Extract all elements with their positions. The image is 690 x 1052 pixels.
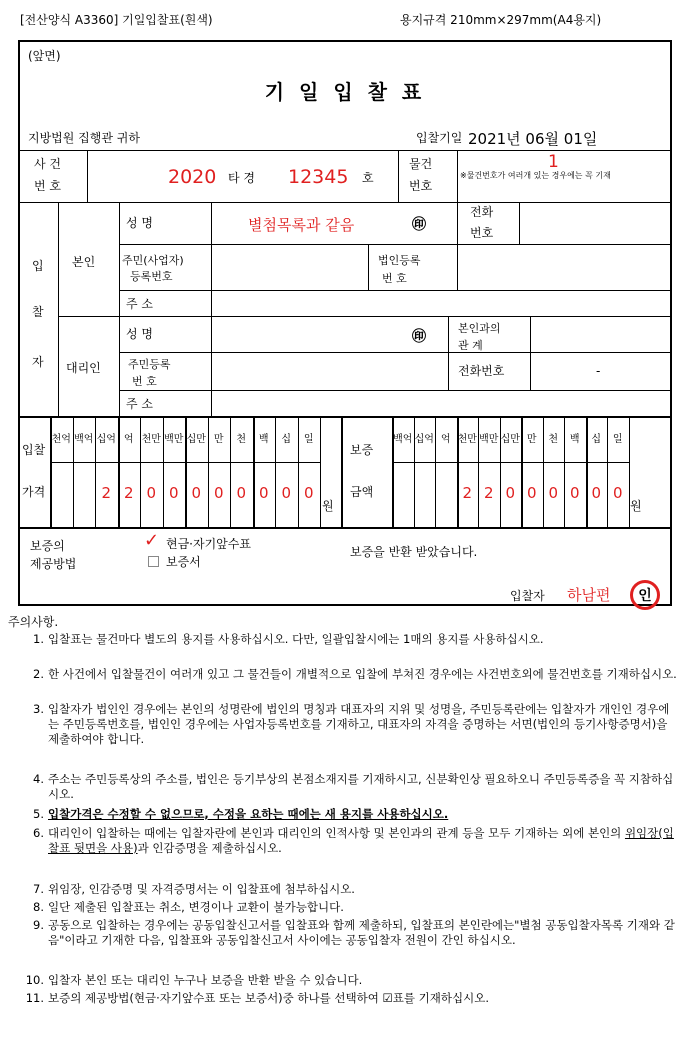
case-suffix: 호 xyxy=(362,171,374,185)
note-number: 8. xyxy=(33,900,44,914)
divider xyxy=(368,244,369,290)
divider xyxy=(457,244,458,290)
note-number: 5. xyxy=(33,807,44,821)
unit-label: 천억 xyxy=(51,433,71,445)
deposit-method-label: 제공방법 xyxy=(30,557,77,571)
note-text-underlined: 위임장(입찰표 뒷면을 사용) xyxy=(48,826,674,855)
unit-label: 천만 xyxy=(457,433,477,445)
note-text: 입찰자 본인 또는 대리인 누구나 보증을 반환 받을 수 있습니다. xyxy=(48,973,363,987)
divider xyxy=(87,150,88,202)
bid-price-label: 입찰 xyxy=(22,443,46,457)
price-digit: 2 xyxy=(462,484,473,502)
divider xyxy=(519,202,520,244)
note-item xyxy=(22,882,677,897)
seal-mark: ㊞ xyxy=(412,329,426,345)
note-text: 주소는 주민등록상의 주소를, 법인은 등기부상의 본점소재지를 기재하시고, 신분확인상 필요하오니 주민등록증을 꼭 지참하십시오. xyxy=(48,772,674,801)
agent-resident-label: 번 호 xyxy=(132,375,157,388)
price-digit: 0 xyxy=(191,484,202,502)
note-number: 1. xyxy=(33,632,44,646)
unit-label: 십만 xyxy=(186,433,206,445)
divider xyxy=(58,316,670,317)
note-item xyxy=(22,772,677,802)
won-label: 원 xyxy=(630,499,642,513)
note-text: 공동으로 입찰하는 경우에는 공동입찰신고서를 입찰표와 함께 제출하되, 입찰표의 본인란에는"별첨 공동입찰자목록 기재와 같음"이라고 기재한 다음, 입찰표와 공동입찰신고서 사이에는 공동입찰자 전원이 간인 하십시오. xyxy=(48,918,675,947)
deposit-label: 보증 xyxy=(350,443,374,457)
won-label: 원 xyxy=(322,499,334,513)
unit-label: 백만 xyxy=(479,433,499,445)
unit-label: 백억 xyxy=(74,433,94,445)
unit-label: 억 xyxy=(440,433,451,445)
unit-label: 십억 xyxy=(96,433,116,445)
note-item xyxy=(22,807,677,822)
divider xyxy=(457,150,458,202)
note-text: 입찰표는 물건마다 별도의 용지를 사용하십시오. 다만, 일괄입찰시에는 1매의 용지를 사용하십시오. xyxy=(48,632,544,646)
note-text: 한 사건에서 입찰물건이 여러개 있고 그 물건들이 개별적으로 입찰에 부쳐진 경우에는 사건번호외에 물건번호를 기재하십시오. xyxy=(48,667,677,681)
corp-no-label: 번 호 xyxy=(382,272,407,285)
resident-no-label: 주민(사업자) xyxy=(122,254,184,267)
unit-label: 백만 xyxy=(164,433,184,445)
relation-label: 관 계 xyxy=(458,339,483,352)
note-item xyxy=(22,632,677,647)
note-number: 7. xyxy=(33,882,44,896)
note-item xyxy=(22,702,677,747)
note-text xyxy=(48,826,677,856)
note-number: 10. xyxy=(25,973,44,987)
seal-mark: ㊞ xyxy=(412,217,426,233)
unit-label: 백 xyxy=(569,433,580,445)
note-item xyxy=(22,667,677,682)
principal-name: 별첨목록과 같음 xyxy=(248,216,355,234)
bidder-seal-text: 인 xyxy=(638,588,652,604)
price-digit: 0 xyxy=(258,484,269,502)
item-label: 물건 xyxy=(409,157,433,171)
unit-label: 천만 xyxy=(141,433,161,445)
price-digit: 0 xyxy=(591,484,602,502)
paper-size: 용지규격 210mm×297mm(A4용지) xyxy=(400,13,602,27)
divider xyxy=(20,202,670,203)
divider xyxy=(448,316,449,390)
deposit-label: 금액 xyxy=(350,485,374,499)
unit-label: 십 xyxy=(281,433,292,445)
agent-name-label: 성 명 xyxy=(126,327,153,341)
unit-label: 일 xyxy=(303,433,314,445)
form-title: 기 일 입 찰 표 xyxy=(264,80,426,104)
unit-label: 십 xyxy=(591,433,602,445)
note-item xyxy=(22,973,677,988)
divider xyxy=(119,202,120,416)
price-digit: 0 xyxy=(281,484,292,502)
unit-label: 일 xyxy=(612,433,623,445)
price-digit: 2 xyxy=(483,484,494,502)
unit-label: 십만 xyxy=(500,433,520,445)
note-text: 입찰가격은 수정할 수 없으므로, 수정을 요하는 때에는 새 용지를 사용하십시오. xyxy=(48,807,449,821)
corp-no-label: 법인등록 xyxy=(378,254,421,267)
method-cash[interactable]: 현금·자기앞수표 xyxy=(166,537,251,551)
agent-phone-value: - xyxy=(596,364,601,378)
item-number: 1 xyxy=(548,152,559,172)
relation-label: 본인과의 xyxy=(458,322,501,335)
check-mark: ✓ xyxy=(144,530,160,551)
case-number: 12345 xyxy=(288,166,349,188)
price-digit: 0 xyxy=(505,484,516,502)
item-label: 번호 xyxy=(409,179,433,193)
divider xyxy=(211,202,212,416)
price-digit: 0 xyxy=(548,484,559,502)
method-guarantee[interactable]: 보증서 xyxy=(166,555,201,569)
unit-label: 천 xyxy=(236,433,247,445)
note-item xyxy=(22,918,677,948)
note-number: 4. xyxy=(33,772,44,786)
unit-label: 만 xyxy=(213,433,224,445)
divider xyxy=(530,316,531,390)
bidder-label: 입 xyxy=(32,259,44,273)
agent-phone-label: 전화번호 xyxy=(458,364,505,378)
unit-label: 억 xyxy=(123,433,134,445)
divider xyxy=(119,390,670,391)
note-item xyxy=(22,826,677,856)
bidder-seal xyxy=(630,580,660,610)
grid-line xyxy=(629,416,630,527)
grid-line xyxy=(320,416,321,527)
bidder-label: 찰 xyxy=(32,305,44,319)
grid-line xyxy=(50,462,320,463)
unit-label: 만 xyxy=(526,433,537,445)
bid-date: 2021년 06월 01일 xyxy=(468,130,598,148)
note-item xyxy=(22,991,677,1006)
agent-address-label: 주 소 xyxy=(126,397,153,411)
price-digit: 0 xyxy=(569,484,580,502)
bidder-sign-label: 입찰자 xyxy=(510,589,545,603)
divider xyxy=(20,150,670,151)
agent-label: 대리인 xyxy=(66,361,101,375)
price-digit: 0 xyxy=(236,484,247,502)
grid-line xyxy=(392,462,629,463)
return-text: 보증을 반환 받았습니다. xyxy=(350,545,478,559)
front-label: (앞면) xyxy=(28,49,61,63)
note-number: 2. xyxy=(33,667,44,681)
checkbox-guarantee[interactable] xyxy=(148,556,159,567)
divider xyxy=(119,290,670,291)
price-digit: 0 xyxy=(303,484,314,502)
price-digit: 0 xyxy=(526,484,537,502)
case-type: 타 경 xyxy=(228,171,255,185)
divider xyxy=(341,416,343,527)
name-label: 성 명 xyxy=(126,216,153,230)
case-year: 2020 xyxy=(168,166,217,188)
form-frame xyxy=(18,40,672,606)
case-label: 사 건 xyxy=(34,157,61,171)
unit-label: 백억 xyxy=(393,433,413,445)
note-number: 3. xyxy=(33,702,44,716)
item-note: ※물건번호가 여러개 있는 경우에는 꼭 기재 xyxy=(460,171,611,180)
note-text: 일단 제출된 입찰표는 취소, 변경이나 교환이 불가능합니다. xyxy=(48,900,344,914)
note-number: 9. xyxy=(33,918,44,932)
note-text-part: 대리인이 입찰하는 때에는 입찰자란에 본인과 대리인의 인적사항 및 본인과의 관계 등을 모두 기재하는 외에 본인의 xyxy=(48,826,625,840)
agent-resident-label: 주민등록 xyxy=(128,358,171,371)
unit-label: 천 xyxy=(548,433,559,445)
bidder-sign-name: 하남편 xyxy=(567,586,611,604)
address-label: 주 소 xyxy=(126,297,153,311)
price-digit: 0 xyxy=(168,484,179,502)
note-number: 11. xyxy=(25,991,44,1005)
addressee: 지방법원 집행관 귀하 xyxy=(28,131,140,145)
note-text-part: 과 인감증명을 제출하십시오. xyxy=(137,841,282,855)
divider xyxy=(20,527,670,529)
price-digit: 0 xyxy=(612,484,623,502)
principal-label: 본인 xyxy=(72,255,96,269)
resident-no-label: 등록번호 xyxy=(130,270,173,283)
divider xyxy=(398,150,399,202)
price-digit: 2 xyxy=(101,484,112,502)
divider xyxy=(119,244,670,245)
deposit-method-label: 보증의 xyxy=(30,539,65,553)
phone-label: 번호 xyxy=(470,226,494,240)
divider xyxy=(58,202,59,416)
notes-heading: 주의사항. xyxy=(8,615,59,629)
bid-date-label: 입찰기일 xyxy=(416,131,463,145)
bid-price-label: 가격 xyxy=(22,485,46,499)
note-text: 보증의 제공방법(현금·자기앞수표 또는 보증서)중 하나를 선택하여 ☑표를 기재하십시오. xyxy=(48,991,489,1005)
note-item xyxy=(22,900,677,915)
price-digit: 0 xyxy=(213,484,224,502)
form-code: [전산양식 A3360] 기일입찰표(흰색) xyxy=(20,13,213,27)
price-digit: 2 xyxy=(123,484,134,502)
note-text: 위임장, 인감증명 및 자격증명서는 이 입찰표에 첨부하십시오. xyxy=(48,882,355,896)
note-text: 입찰자가 법인인 경우에는 본인의 성명란에 법인의 명칭과 대표자의 지위 및 성명을, 주민등록란에는 입찰자가 개인인 경우에는 주민등록번호를, 법인인 경우에는 사업자등록번호를 기재하고, 대표자의 자격을 증명하는 서면(법인의 등기사항증명서)을 제출하여야 합니다. xyxy=(48,702,670,746)
case-label: 번 호 xyxy=(34,179,61,193)
phone-label: 전화 xyxy=(470,205,494,219)
price-digit: 0 xyxy=(146,484,157,502)
unit-label: 백 xyxy=(258,433,269,445)
divider xyxy=(457,202,458,244)
note-number: 6. xyxy=(33,826,44,840)
bidder-label: 자 xyxy=(32,355,44,369)
unit-label: 십억 xyxy=(414,433,434,445)
